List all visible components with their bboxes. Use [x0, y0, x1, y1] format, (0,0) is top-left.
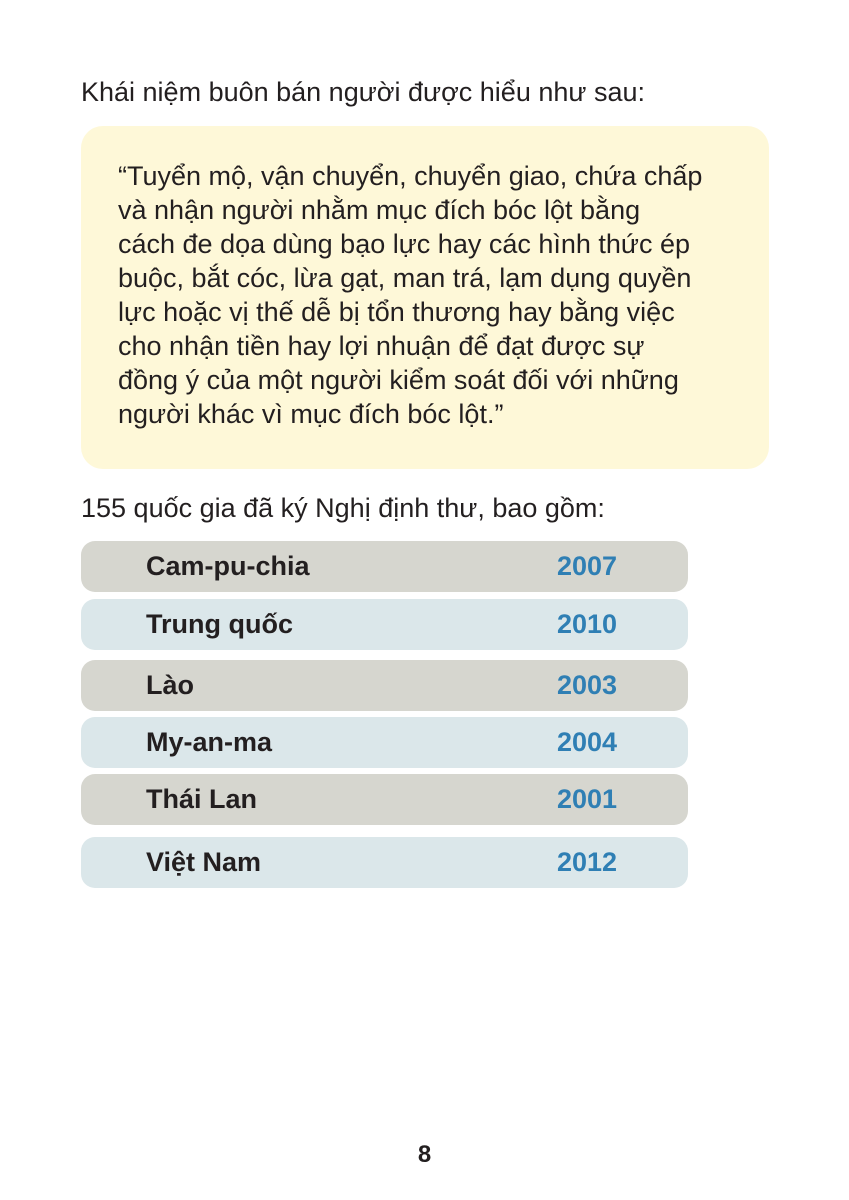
quote-line: “Tuyển mộ, vận chuyển, chuyển giao, chứa chấp	[118, 161, 703, 191]
country-name: Thái Lan	[146, 784, 258, 814]
country-year: 2007	[557, 551, 618, 581]
quote-line: cho nhận tiền hay lợi nhuận để đạt được sự	[118, 331, 645, 361]
country-name: Việt Nam	[146, 847, 262, 877]
country-year: 2004	[557, 727, 618, 757]
country-year: 2012	[557, 847, 618, 877]
page-number: 8	[417, 1141, 432, 1168]
country-row	[81, 837, 688, 888]
country-year: 2001	[557, 784, 618, 814]
quote-line: buộc, bắt cóc, lừa gạt, man trá, lạm dụng quyền	[118, 263, 692, 293]
country-year: 2003	[557, 670, 618, 700]
country-name: Lào	[146, 670, 195, 700]
country-row	[81, 717, 688, 768]
definition-intro: Khái niệm buôn bán người được hiểu như sau:	[81, 77, 645, 107]
country-name: Cam-pu-chia	[146, 551, 310, 581]
country-row	[81, 599, 688, 650]
country-row	[81, 541, 688, 592]
countries-intro: 155 quốc gia đã ký Nghị định thư, bao gồm:	[81, 493, 605, 523]
country-row	[81, 774, 688, 825]
quote-line: cách đe dọa dùng bạo lực hay các hình thức ép	[118, 229, 691, 259]
quote-line: người khác vì mục đích bóc lột.”	[118, 399, 504, 429]
quote-line: và nhận người nhằm mục đích bóc lột bằng	[118, 195, 641, 225]
quote-line: lực hoặc vị thế dễ bị tổn thương hay bằng việc	[118, 297, 675, 327]
definition-quote	[118, 159, 758, 431]
definition-quote-box	[81, 126, 769, 469]
country-year: 2010	[557, 609, 618, 639]
country-row	[81, 660, 688, 711]
country-name: Trung quốc	[146, 609, 293, 639]
country-name: My-an-ma	[146, 727, 273, 757]
quote-line: đồng ý của một người kiểm soát đối với những	[118, 365, 679, 395]
